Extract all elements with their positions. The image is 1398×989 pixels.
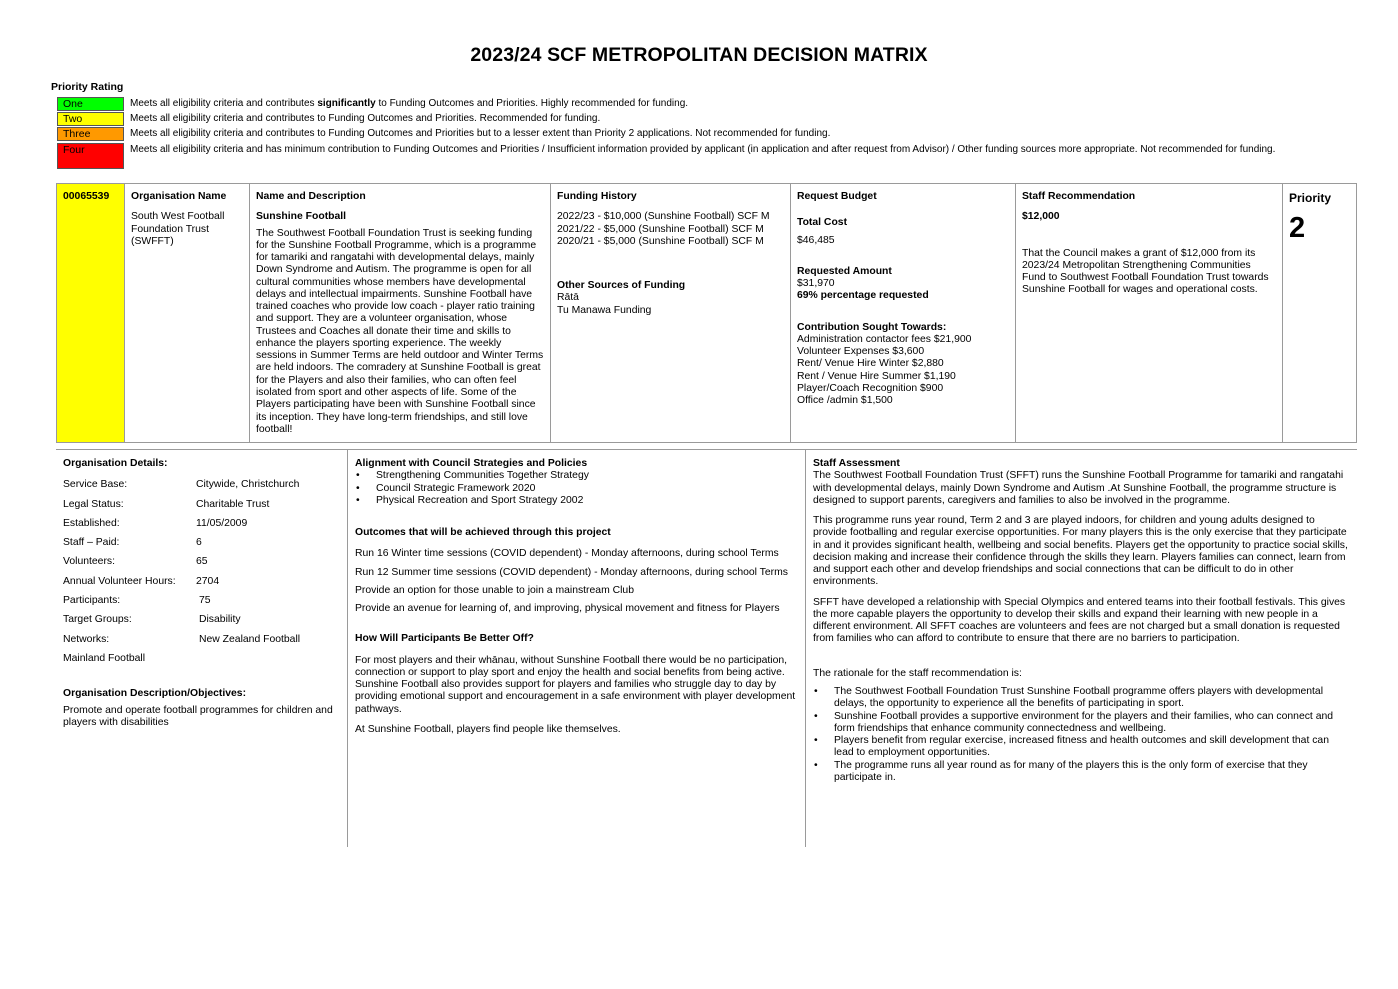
total-cost-value: $46,485 — [797, 234, 835, 246]
strategy-item: • Physical Recreation and Sport Strategy 2002 — [355, 495, 798, 507]
contribution-item: Office /admin $1,500 — [797, 395, 893, 407]
detail-label: Legal Status: — [63, 498, 124, 510]
request-budget-cell — [791, 184, 1016, 442]
detail-label: Target Groups: — [63, 614, 132, 626]
contribution-item: Volunteer Expenses $3,600 — [797, 346, 925, 358]
detail-row — [63, 479, 340, 498]
staff-assessment-heading: Staff Assessment — [813, 458, 900, 469]
funding-history-item: 2020/21 - $5,000 (Sunshine Football) SCF M — [557, 235, 764, 247]
detail-row — [63, 595, 340, 614]
priority-swatch-three: Three — [57, 127, 124, 141]
project-name: Sunshine Football — [256, 211, 347, 223]
detail-row — [63, 653, 340, 672]
priority-swatch-one: One — [57, 97, 124, 111]
detail-value: New Zealand Football — [199, 633, 301, 645]
priority-description: Meets all eligibility criteria and contributes to Funding Outcomes and Priorities. Recommended for funding. — [130, 113, 601, 124]
percentage-requested: 69% percentage requested — [797, 290, 929, 302]
priority-header: Priority — [1289, 191, 1332, 205]
better-off-text: For most players and their whānau, without Sunshine Football there would be no participation, connection or support to play sport and enjoy the health and social benefits from being active. Sunshine Football also provides support for players and families who struggle day to day by providing emotional support and encouragement in a safe environment with player development pathways. — [355, 654, 796, 715]
detail-row — [63, 518, 340, 537]
detail-value: Citywide, Christchurch — [196, 479, 300, 491]
detail-value: Disability — [199, 614, 241, 626]
staff-recommendation-text: That the Council makes a grant of $12,000 from its 2023/24 Metropolitan Strengthening Communities Fund to Southwest Football Foundation Trust towards Sunshine Football for wages and operational costs. — [1022, 247, 1269, 296]
contribution-item: Rent / Venue Hire Summer $1,190 — [797, 370, 956, 382]
detail-label: Participants: — [63, 595, 121, 607]
organisation-name-cell — [125, 184, 250, 442]
requested-amount-label: Requested Amount — [797, 265, 892, 277]
staff-recommendation-cell — [1016, 184, 1283, 442]
application-id: 00065539 — [57, 184, 125, 442]
rationale-intro: The rationale for the staff recommendation is: — [813, 667, 1022, 679]
organisation-name-header: Organisation Name — [131, 191, 227, 202]
page-title: 2023/24 SCF METROPOLITAN DECISION MATRIX — [470, 44, 928, 66]
funding-history-header: Funding History — [557, 191, 637, 202]
total-cost-label: Total Cost — [797, 217, 848, 229]
contribution-label: Contribution Sought Towards: — [797, 321, 947, 333]
organisation-description-heading: Organisation Description/Objectives: — [63, 688, 247, 700]
detail-row — [63, 537, 340, 556]
rationale-item: • The programme runs all year round as for many of the players this is the only form of exercise that they participate in. — [813, 760, 1350, 785]
contribution-item: Rent/ Venue Hire Winter $2,880 — [797, 358, 944, 370]
organisation-description: Promote and operate football programmes for children and players with disabilities — [63, 704, 333, 728]
rationale-item: • The Southwest Football Foundation Trust Sunshine Football programme offers players with developmental delays, the opportunity to experience all the benefits of participating in sport. — [813, 686, 1350, 711]
priority-swatch-four: Four — [57, 143, 124, 169]
staff-recommendation-amount: $12,000 — [1022, 211, 1060, 223]
other-source-item: Rātā — [557, 292, 579, 304]
detail-row — [63, 499, 340, 518]
outcome-item: Run 16 Winter time sessions (COVID dependent) - Monday afternoons, during school Terms — [355, 548, 779, 560]
application-summary-table — [56, 183, 1357, 443]
detail-row — [63, 634, 340, 653]
outcome-item: Run 12 Summer time sessions (COVID dependent) - Monday afternoons, during school Terms — [355, 566, 788, 578]
detail-value: 6 — [196, 537, 202, 549]
alignment-column — [348, 450, 806, 847]
details-table — [56, 449, 1357, 847]
rationale-item: • Sunshine Football provides a supportive environment for the players and their families, who can connect and form friendships that enhance community connectedness and wellbeing. — [813, 711, 1350, 736]
detail-label: Annual Volunteer Hours: — [63, 575, 176, 587]
detail-label: Networks: — [63, 633, 110, 645]
funding-history-item: 2021/22 - $5,000 (Sunshine Football) SCF M — [557, 223, 764, 235]
outcomes-heading: Outcomes that will be achieved through this project — [355, 527, 611, 539]
detail-row — [63, 614, 340, 633]
detail-value: 65 — [196, 556, 208, 568]
outcome-item: Provide an avenue for learning of, and improving, physical movement and fitness for Players — [355, 603, 780, 615]
project-description: The Southwest Football Foundation Trust is seeking funding for the Sunshine Football Programme, which is a programme for tamariki and rangatahi with developmental delays, mainly Down Syndrome and Autism. The programme is open for all cultural communities whose members have developmental delays and intellectual impairments. Sunshine Football have trained coaches who provide low coach - player ratio training and support. They are a volunteer organisation, whose Trustees and Coaches all donate their time and skills to enhance the players sporting experience. The weekly sessions in Summer Terms are held outdoor and Winter Terms are held indoors. The comradery at Sunshine Football is great for the Players and also their families, who can often feel isolated from sport and other aspects of life. Some of the Players participating have been with Sunshine Football since its inception. They have long-term friendships, and still love football! — [256, 227, 544, 435]
rationale-item: • Players benefit from regular exercise, increased fitness and health outcomes and skill development that can lead to employment opportunities. — [813, 735, 1350, 760]
name-description-header: Name and Description — [256, 191, 366, 202]
assessment-paragraph: SFFT have developed a relationship with Special Olympics and entered teams into their football festivals. This gives the more capable players the opportunity to develop their skills and expand their learning with new people in a different environment. All SFFT coaches are volunteers and fees are not charged but a small donation is requested from families who can afford to contribute to ensure that there are no barriers to participation. — [813, 596, 1346, 645]
staff-recommendation-header: Staff Recommendation — [1022, 191, 1136, 202]
priority-swatch-two: Two — [57, 112, 124, 126]
staff-assessment-column — [806, 450, 1357, 847]
outcome-item: Provide an option for those unable to join a mainstream Club — [355, 584, 634, 596]
detail-label: Established: — [63, 517, 120, 529]
priority-description: Meets all eligibility criteria and contributes significantly to Funding Outcomes and Priorities. Highly recommended for funding. — [130, 98, 689, 109]
strategy-item: • Strengthening Communities Together Strategy — [355, 470, 798, 482]
requested-amount-value: $31,970 — [797, 278, 835, 290]
networks-extra: Mainland Football — [63, 652, 146, 664]
priority-description: Meets all eligibility criteria and has minimum contribution to Funding Outcomes and Priorities / Insufficient information provided by applicant (in application and after request from Advisor) / Other funding sources more appropriate. Not recommended for funding. — [130, 144, 1276, 155]
detail-label: Staff – Paid: — [63, 537, 120, 549]
strategy-item: • Council Strategic Framework 2020 — [355, 483, 798, 495]
funding-history-cell — [551, 184, 791, 442]
rationale-list — [813, 686, 1350, 784]
organisation-details-column — [56, 450, 348, 847]
funding-history-item: 2022/23 - $10,000 (Sunshine Football) SCF M — [557, 211, 770, 223]
contribution-item: Administration contactor fees $21,900 — [797, 333, 972, 345]
detail-value: 2704 — [196, 575, 220, 587]
detail-row — [63, 556, 340, 575]
priority-rating-heading: Priority Rating — [51, 81, 124, 93]
other-sources-header: Other Sources of Funding — [557, 280, 686, 292]
better-off-text: At Sunshine Football, players find people like themselves. — [355, 723, 621, 735]
contribution-item: Player/Coach Recognition $900 — [797, 382, 944, 394]
alignment-heading: Alignment with Council Strategies and Policies — [355, 458, 588, 469]
detail-value: 11/05/2009 — [196, 517, 248, 529]
name-description-cell — [250, 184, 551, 442]
strategy-list — [355, 470, 798, 507]
assessment-paragraph: The Southwest Football Foundation Trust (SFFT) runs the Sunshine Football Programme for tamariki and rangatahi with developmental delays, mainly Down Syndrome and Autism .At Sunshine Football, the programme structure is designed to support parents, caregivers and families to also be involved in the programme. — [813, 470, 1344, 506]
better-off-heading: How Will Participants Be Better Off? — [355, 633, 534, 645]
assessment-paragraph: This programme runs year round, Term 2 and 3 are played indoors, for children and young adults designed to provide footballing and regular exercise opportunities. For many players this is the only exercise that they participate in and it provides significant health, wellbeing and social benefits. Players get the opportunity to practice social skills, decision making and increase their confidence through the skills they learn. Players families can connect, learn from and support each other and develop friendships and social connections that can be difficult to do in other environments. — [813, 515, 1348, 588]
detail-value: Charitable Trust — [196, 498, 270, 510]
priority-description: Meets all eligibility criteria and contributes to Funding Outcomes and Priorities but to a lesser extent than Priority 2 applications. Not recommended for funding. — [130, 128, 831, 139]
organisation-details-heading: Organisation Details: — [63, 458, 168, 469]
detail-label: Service Base: — [63, 479, 128, 491]
priority-cell — [1283, 184, 1356, 442]
request-budget-header: Request Budget — [797, 191, 877, 202]
detail-row — [63, 576, 340, 595]
detail-label: Volunteers: — [63, 556, 115, 568]
detail-value: 75 — [199, 595, 211, 607]
other-source-item: Tu Manawa Funding — [557, 304, 652, 316]
priority-value: 2 — [1289, 212, 1306, 245]
organisation-name: South West Football Foundation Trust (SWFFT) — [131, 211, 225, 247]
